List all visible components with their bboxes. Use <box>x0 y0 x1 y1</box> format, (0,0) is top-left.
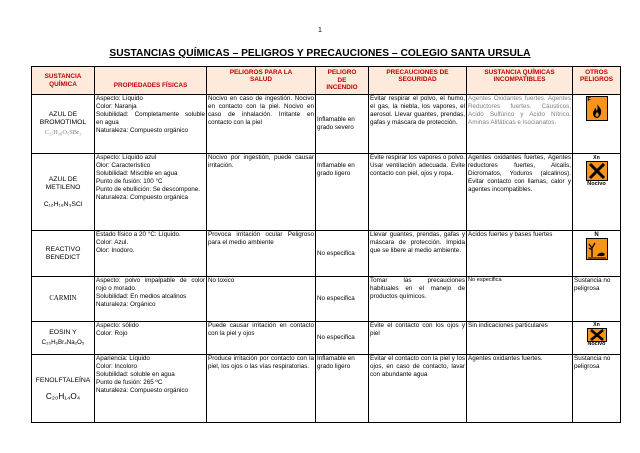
environment-pictogram: N <box>584 232 610 260</box>
other-hazards <box>573 322 621 355</box>
health-hazards: No toxico <box>207 277 316 322</box>
safety-precautions: Llevar guantes, prendas, gafas y máscara de protección. Impida que se libere al medio ambiente. <box>369 231 467 277</box>
substance-name: AZUL DE METILENO C₁₆H₁₈N₃SCl <box>32 154 95 231</box>
harmful-x-icon <box>586 161 608 181</box>
header-incompatibles: SUSTANCIA QUÍMICAS INCOMPATIBLES <box>467 67 573 95</box>
health-hazards: Nocivo por ingestión, puede causar irritación. <box>207 154 316 231</box>
fire-hazard: Inflamable en grado ligero <box>316 355 369 423</box>
table-row <box>32 154 621 231</box>
health-hazards: Puede causar irritación en contacto con la piel y ojos <box>207 322 316 355</box>
physical-properties: Aspecto: polvo impalpable de color rojo o morado. Solubilidad: En medios alcalinos Naturaleza: Orgánico <box>95 277 207 322</box>
health-hazards: Produce irritación por contacto con la piel, los ojos o las vías respiratorias. <box>207 355 316 423</box>
physical-properties: Aspecto: sólido Color: Rojo <box>95 322 207 355</box>
harmful-x-icon <box>587 328 607 342</box>
header-precauciones: PRECAUCIONES DE SEGURIDAD <box>369 67 467 95</box>
incompatible-substances: Agentes Oxidantes fuertes. Agentes Reductores fuertes. Cáusticos, Acido Sulfúrico y Acido Nítrico. Aminas Alifáticas e Isocianatos. <box>467 95 573 154</box>
substance-name: EOSIN Y C₂₀H₆Br₄Na₂O₅ <box>32 322 95 355</box>
header-propiedades: PROPIEDADES FÍSICAS <box>95 67 207 95</box>
fire-hazard: No especifica <box>316 322 369 355</box>
physical-properties: Aspecto: Líquido azul Olor: Característico Solubilidad: Miscible en agua Punto de fusión: 100 °C Punto de ebullición: Se descompone. Naturaleza: Compuesto orgánica <box>95 154 207 231</box>
other-hazards: Sustancia no peligrosa <box>573 355 621 423</box>
safety-precautions: Evite respirar los vapores o polvo. Usar ventilación adecuada. Evite contacto con piel, ojos y ropa. <box>369 154 467 231</box>
substance-formula: C₁₆H₁₈N₃SCl <box>43 200 83 208</box>
table-row <box>32 231 621 277</box>
environment-hazard-icon <box>586 238 608 260</box>
substance-name: AZUL DE BROMOTIMOL C₂₇H₂₈O₅SBr₂ <box>32 95 95 154</box>
incompatible-substances: Agentes oxidantes fuertes. <box>467 355 573 423</box>
incompatible-substances: Agentes oxidantes fuertes, Agentes reductores fuertes, Alcalis, Dicromatos, Yoduros (alcalinos). Evitar contacto con llamas, calor y agentes incompatibles. <box>467 154 573 231</box>
other-hazards <box>573 231 621 277</box>
safety-precautions: Evitar respirar el polvo, el humo, el gas, la niebla, los vapores, el aerosol. Llevar guantes, prendas, gafas y máscara de protección. <box>369 95 467 154</box>
fire-hazard: Inflamable en grado ligero <box>316 154 369 231</box>
safety-precautions: Evitar el contacto con la piel y los ojos, en caso de contacto, lavar con abundante agua <box>369 355 467 423</box>
health-hazards: Provoca irritación ocular Peligroso para el medio ambiente <box>207 231 316 277</box>
fire-hazard: No especifica <box>316 277 369 322</box>
table-row <box>32 95 621 154</box>
other-hazards: Sustancia no peligrosa <box>573 277 621 322</box>
incompatible-substances: No especifica <box>467 277 573 322</box>
harmful-pictogram: Xn Nocivo <box>587 155 606 187</box>
header-row <box>32 67 621 95</box>
header-otros: OTROS PELIGROS <box>573 67 621 95</box>
substance-formula: C₂₀H₁₄O₄ <box>45 391 81 401</box>
flame-icon <box>590 103 604 119</box>
substance-name: CARMIN <box>32 277 95 322</box>
table-row <box>32 322 621 355</box>
substance-formula: C₂₀H₆Br₄Na₂O₅ <box>41 339 85 346</box>
incompatible-substances: Sin indicaciones particulares <box>467 322 573 355</box>
substance-name: REACTIVO BENEDICT <box>32 231 95 277</box>
header-peligro-incendio: PELIGRO DE INCENDIO <box>316 67 369 95</box>
other-hazards <box>573 95 621 154</box>
chemicals-table <box>31 66 621 423</box>
physical-properties: Estado físico a 20 °C: Líquido. Color: Azul. Olor: Inodoro. <box>95 231 207 277</box>
fire-hazard: No especifica <box>316 231 369 277</box>
header-sustancia: SUSTANCIA QUÍMICA <box>32 67 95 95</box>
page-title: SUSTANCIAS QUÍMICAS – PELIGROS Y PRECAUCIONES – COLEGIO SANTA URSULA <box>109 48 531 59</box>
incompatible-substances: Ácidos fuertes y bases fuertes <box>467 231 573 277</box>
safety-precautions: Evite el contacto con los ojos y piel <box>369 322 467 355</box>
health-hazards: Nocivo en caso de ingestión. Nocivo en contacto con la piel. Nocivo en caso de inhalación. Irritante en contacto con la piel <box>207 95 316 154</box>
physical-properties: Aspecto: Líquido Color: Naranja Solubilidad: Completamente soluble en agua Naturaleza: Compuesto orgánico <box>95 95 207 154</box>
substance-name: FENOLFTALEÍNA C₂₀H₁₄O₄ <box>32 355 95 423</box>
harmful-pictogram: Xn Nocivo <box>587 322 606 347</box>
other-hazards <box>573 154 621 231</box>
table-row <box>32 355 621 423</box>
page-number: 1 <box>318 27 322 34</box>
fire-hazard: Inflamable en grado severo <box>316 95 369 154</box>
flammable-pictogram: F <box>586 96 608 121</box>
table-row <box>32 277 621 322</box>
header-peligros-salud: PELIGROS PARA LA SALUD <box>207 67 316 95</box>
safety-precautions: Tomar las precauciones habituales en el manejo de productos químicos. <box>369 277 467 322</box>
physical-properties: Apariencia: Líquido Color: Incoloro Solubilidad: soluble en agua Punto de fusión: 265 ºC Naturaleza: Compuesto orgánico <box>95 355 207 423</box>
substance-formula: C₂₇H₂₈O₅SBr₂ <box>44 129 82 136</box>
